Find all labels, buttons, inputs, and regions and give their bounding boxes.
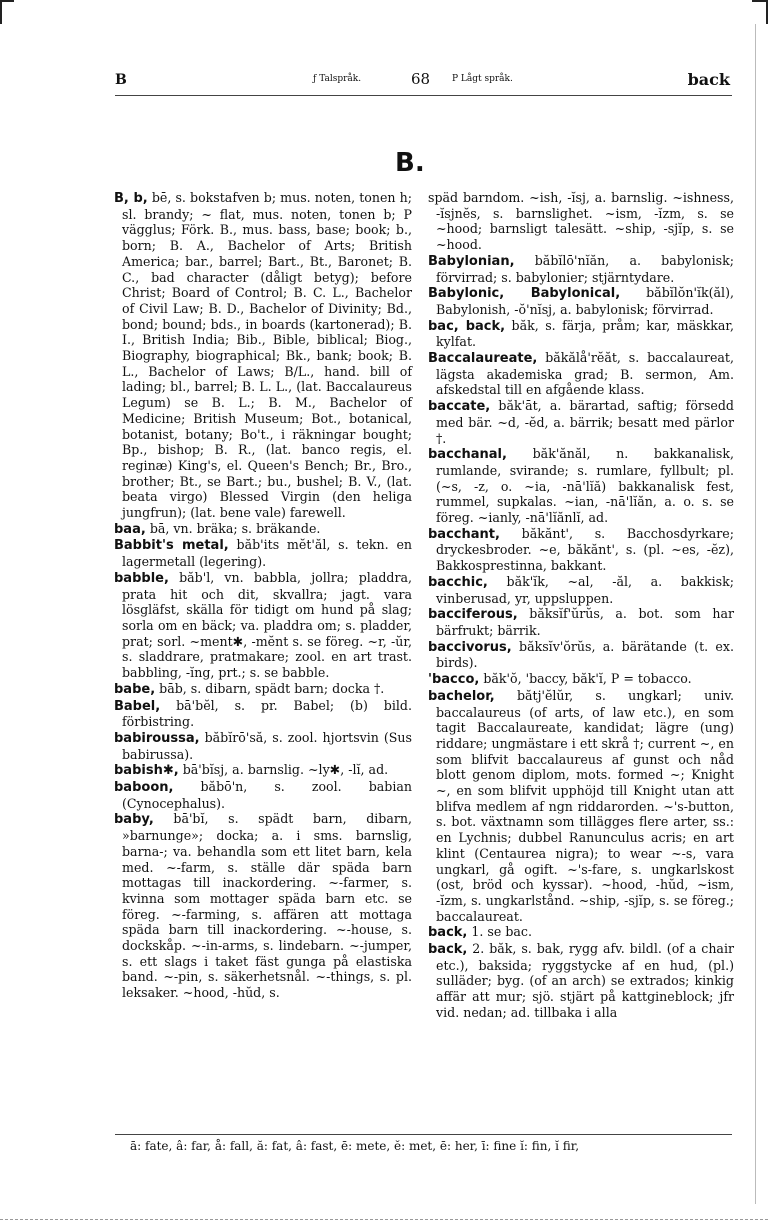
- dictionary-entry: [114, 762, 412, 779]
- running-head-left: B: [115, 72, 127, 88]
- dictionary-entry: [428, 639, 734, 671]
- entry-headword: B, b,: [114, 191, 148, 206]
- footer-rule: [115, 1134, 732, 1135]
- entry-headword: bachelor,: [428, 688, 495, 704]
- entry-definition: băksĭf'ŭrŭs, a. bot. som har bärfrukt; bärrik.: [436, 606, 734, 638]
- entry-definition: bāb, s. dibarn, spädt barn; docka †.: [159, 680, 385, 696]
- entry-definition: băk'ănăl, n. bakkanalisk, rumlande, svirande; s. rumlare, fyllbult; pl. (~s, -z, o. ~ia, -nā'lĭă) bakkanalisk fest, rummel, supkalas. ~ian, -nā'lĭăn, a. o. s. se föreg. ~ianly, -nā'lĭănlĭ, ad.: [436, 446, 734, 526]
- entry-definition: bā, vn. bräka; s. bräkande.: [149, 520, 321, 536]
- dictionary-entry: [114, 811, 412, 1000]
- entry-definition: băk'āt, a. bärartad, saftig; försedd med bär. ~d, -ĕd, a. bärrik; besatt med pärlor †.: [436, 398, 734, 446]
- crop-mark: [0, 0, 2, 24]
- entry-definition: 1. se bac.: [471, 924, 532, 940]
- entry-definition: bătj'ĕlŭr, s. ungkarl; univ. baccalaureus (of arts, of law etc.), en som tagit Baccalaureate, kandidat; lägre (ung) riddare; ungmästare i ett skrå †; current ~, en som blifvit baccalaureus af gunst och nåd blott genom diplom, mots. formed ~; Knight ~, en som blifvit upphöjd till Knight utan att blifva medlem af ngn riddarorden. ~'s-button, s. bot. växtnamn som tillägges flere arter, ss.: en Lychnis; dubbel Ranunculus acris; en art klint (Centaurea nigra); to wear ~-s, vara ungkarl, gå ogift. ~'s-fare, s. ungkarlskost (ost, bröd och kyssar). ~hood, -hŭd, ~ism, -ĭzm, s. ungkarlstånd. ~ship, -sjĭp, s. se föreg.; baccalaureat.: [436, 687, 734, 924]
- entry-definition: späd barndom. ~ish, -ĭsj, a. barnslig. ~ishness, -ĭsjnĕs, s. barnslighet. ~ism, -ĭzm, s. se ~hood; barnsligt talesätt. ~ship, -sjĭp, s. se ~hood.: [428, 190, 734, 253]
- dictionary-entry: [114, 698, 412, 730]
- crop-mark: [0, 0, 14, 2]
- dictionary-entry: [114, 537, 412, 569]
- dictionary-entry: [114, 190, 412, 521]
- entry-definition: băksĭv'ŏrŭs, a. bärätande (t. ex. birds).: [436, 638, 734, 671]
- entry-definition: băb'l, vn. babbla, jollra; pladdra, prata hit och dit, skvallra; jagt. vara lösgläfst, skälla för tidigt om hund på slag; sorla om en bäck; va. pladdra om; s. pladder, prat; sorl. ~ment✱, -mĕnt s. se föreg. ~r, -ŭr, s. sladdrare, pratmakare; zool. en art trast. babbling, -ĭng, prt.; s. se babble.: [122, 569, 412, 681]
- entry-definition: bā'bĭ, s. spädt barn, dibarn, »barnunge»; docka; a. i sms. barnslig, barna-; va. behandla som ett litet barn, kela med. ~-farm, s. ställe där späda barn mottagas till inackordering. ~-farmer, s. kvinna som mottager späda barn etc. se föreg. ~-farming, s. affären att mottaga späda barn till inackordering. ~-house, s. dockskåp. ~-in-arms, s. lindebarn. ~-jumper, s. ett slags i taket fäst gunga på elastiska band. ~-pin, s. säkerhetsnål. ~-things, s. pl. leksaker. ~hood, -hŭd, s.: [122, 811, 412, 1001]
- dictionary-entry: [428, 941, 734, 1021]
- page-number: 68: [411, 70, 431, 88]
- dictionary-entry: [428, 574, 734, 606]
- entry-headword: 'bacco,: [428, 672, 480, 688]
- dictionary-entry: [428, 606, 734, 638]
- entry-headword: Baccalaureate,: [428, 351, 538, 367]
- entry-definition: băkălå'rĕăt, s. baccalaureat, lägsta akademiska grad; B. sermon, Am. afskedstal till en afgående klass.: [436, 350, 734, 398]
- entry-headword: baby,: [114, 812, 154, 828]
- right-column: [428, 190, 734, 1021]
- dictionary-entry: [428, 671, 734, 688]
- dictionary-entry: [428, 688, 734, 925]
- entry-headword: babble,: [114, 570, 169, 586]
- entry-headword: Babylonic, Babylonical,: [428, 286, 621, 302]
- left-column: [114, 190, 412, 1001]
- dictionary-entry: [428, 318, 734, 350]
- entry-definition: bā'bĭsj, a. barnslig. ~ly✱, -lĭ, ad.: [182, 762, 389, 778]
- entry-definition: băkănt', s. Bacchosdyrkare; dryckesbroder. ~e, băkănt', s. (pl. ~es, -ĕz), Bakkosprestinna, bakkant.: [436, 525, 734, 574]
- entry-definition: bā'bĕl, s. pr. Babel; (b) bild. förbistring.: [122, 697, 412, 730]
- entry-definition: băk'ŏ, 'baccy, băk'ĭ, P = tobacco.: [483, 671, 692, 687]
- header-rule: [115, 95, 732, 96]
- dictionary-entry: [114, 681, 412, 698]
- entry-definition: bē, s. bokstafven b; mus. noten, tonen h; sl. brandy; ~ flat, mus. noten, tonen b; P vägglus; Förk. B., mus. bass, base; book; b., born; B. A., Bachelor of Arts; British America; bar., barrel; Bart., Bt., Baronet; B. C., bad character (dåligt betyg); before Christ; Board of Control; B. C. L., Bachelor of Civil Law; B. D., Bachelor of Divinity; Bd., bond; bound; bds., in boards (kartonerad); B. I., British India; Bib., Bible, biblical; Biog., Biography, biographical; Bk., bank; book; B. L., Bachelor of Laws; B/L., hand. bill of lading; bl., barrel; B. L. L., (lat. Baccalaureus Legum) se B. L.; B. M., Bachelor of Medicine; British Museum; Bot., botanical, botanist, botany; Bo't., i räkningar bought; Bp., bishop; B. R., (lat. banco regis, el. reginæ) King's, el. Queen's Bench; Br., Bro., brother; Bt., se Bart.; bu., bushel; B. V., (lat. beata virgo) Blessed Virgin (den heliga jungfrun); (lat. bene vale) farewell.: [122, 190, 412, 521]
- running-head-legend-talsprak: ƒ Talspråk.: [313, 74, 362, 84]
- dictionary-entry: [428, 398, 734, 446]
- dictionary-entry: [428, 526, 734, 574]
- entry-headword: baccivorus,: [428, 639, 512, 655]
- entry-headword: bac, back,: [428, 318, 506, 334]
- section-letter: B.: [395, 148, 425, 178]
- entry-headword: Babylonian,: [428, 253, 515, 269]
- entry-headword: baboon,: [114, 780, 174, 796]
- entry-headword: Babel,: [114, 698, 161, 714]
- entry-definition: băbō'n, s. zool. babian (Cynocephalus).: [122, 779, 412, 811]
- entry-headword: bacciferous,: [428, 607, 518, 623]
- dictionary-entry: [114, 521, 412, 538]
- dictionary-entry: [428, 446, 734, 526]
- dictionary-entry: [428, 350, 734, 398]
- entry-headword: babe,: [114, 681, 156, 697]
- entry-headword: bacchic,: [428, 574, 488, 590]
- entry-definition: băk, s. färja, pråm; kar, mäskkar, kylfat.: [436, 317, 734, 350]
- entry-headword: babiroussa,: [114, 730, 200, 746]
- page-edge: [0, 1219, 768, 1220]
- dictionary-entry: [428, 285, 734, 317]
- entry-headword: Babbit's metal,: [114, 538, 229, 554]
- entry-headword: back,: [428, 942, 468, 958]
- entry-definition: 2. băk, s. bak, rygg afv. bildl. (of a chair etc.), baksida; ryggstycke af en hud, (pl.) sulläder; byg. (of an arch) se extrados; kinkig affär att mur; sjö. stjärt på kattgineblock; jfr vid. nedan; ad. tillbaka i alla: [436, 941, 734, 1020]
- margin-rule: [755, 24, 756, 1204]
- dictionary-entry: [114, 570, 412, 681]
- entry-headword: bacchant,: [428, 526, 500, 542]
- entry-headword: baccate,: [428, 399, 491, 415]
- entry-definition: băk'ĭk, ~al, -ăl, a. bakkisk; vinberusad, yr, uppsluppen.: [436, 573, 734, 606]
- dictionary-entry: [428, 190, 734, 253]
- entry-definition: băbĭlŏn'ĭk(ăl), Babylonish, -ŏ'nĭsj, a. babylonisk; förvirrad.: [436, 285, 734, 317]
- dictionary-entry: [428, 924, 734, 941]
- running-head-right: back: [687, 70, 730, 89]
- running-head-legend-lagt-sprak: P Lågt språk.: [452, 74, 513, 84]
- entry-definition: băb'its mĕt'ăl, s. tekn. en lagermetall (legering).: [122, 537, 413, 570]
- entry-definition: băbĭlō'nĭăn, a. babylonisk; förvirrad; s. babylonier; stjärntydare.: [436, 252, 734, 285]
- dictionary-entry: [114, 730, 412, 762]
- running-head: [115, 72, 730, 92]
- entry-definition: băbĭrō'să, s. zool. hjortsvin (Sus babirussa).: [122, 729, 412, 762]
- dictionary-entry: [428, 253, 734, 285]
- entry-headword: babish✱,: [114, 763, 179, 779]
- pronunciation-key: ā: fate, â: far, å: fall, ă: fat, â: fast, ē: mete, ĕ: met, ē: her, ī: fine ĭ: fin, ĭ fir,: [130, 1139, 580, 1153]
- dictionary-entry: [114, 779, 412, 811]
- entry-headword: baa,: [114, 521, 146, 537]
- entry-headword: back,: [428, 925, 468, 941]
- entry-headword: bacchanal,: [428, 447, 507, 463]
